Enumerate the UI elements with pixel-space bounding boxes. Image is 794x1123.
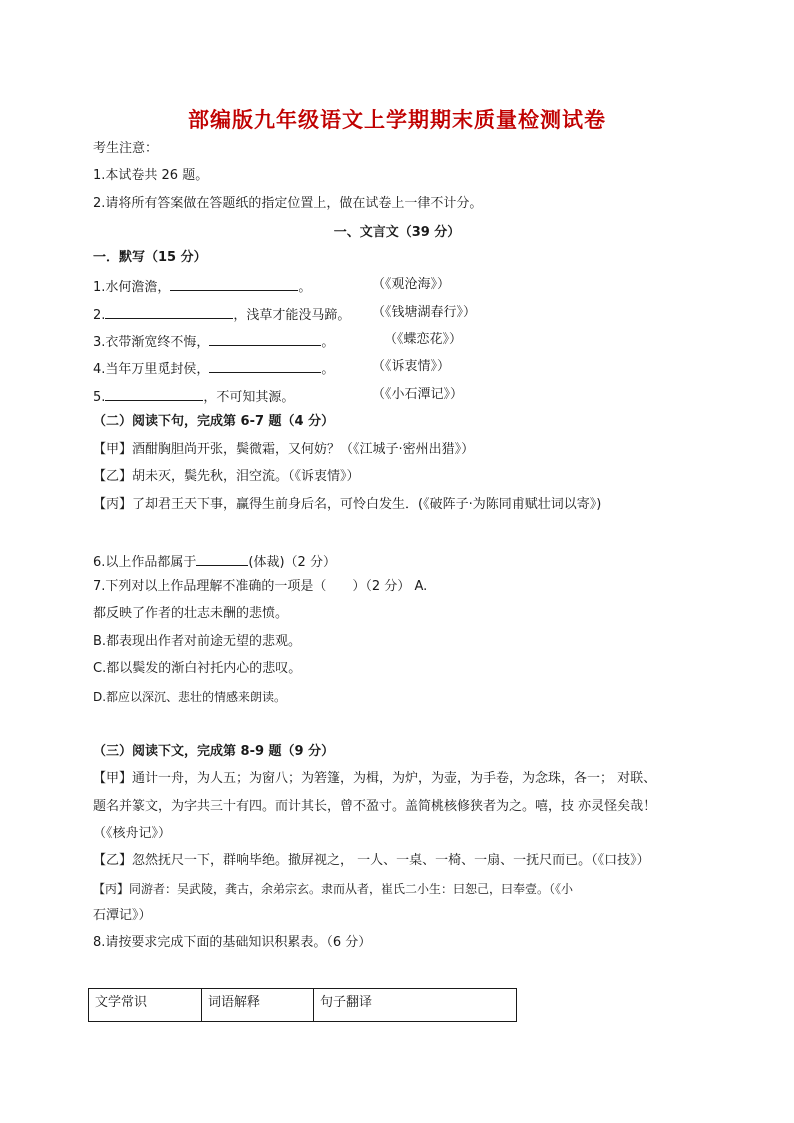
q1-source: （《观沧海》） bbox=[372, 277, 451, 292]
notice-label: 考生注意： bbox=[93, 141, 159, 156]
q5-source: （《小石潭记》） bbox=[372, 387, 464, 402]
q3-source: （《蝶恋花》） bbox=[384, 332, 463, 347]
table-header-words: 词语解释 bbox=[202, 989, 314, 1022]
notice-item-2: 2.请将所有答案做在答题纸的指定位置上，做在试卷上一律不计分。 bbox=[93, 196, 483, 211]
table-header-literature: 文学常识 bbox=[89, 989, 202, 1022]
poem-bing: 【丙】了却君王天下事，赢得生前身后名，可怜白发生．(《破阵子·为陈同甫赋壮词以寄》) bbox=[93, 497, 602, 512]
passage-jia-line-2: 题名并篆文，为字共三十有四。而计其长，曾不盈寸。盖简桃核修狭者为之。嘻，技 亦灵怪矣哉！ bbox=[93, 799, 657, 814]
question-6 bbox=[93, 551, 336, 572]
q1-prefix: 1.水何澹澹， bbox=[93, 280, 171, 295]
q3-suffix: 。 bbox=[321, 335, 335, 350]
section-heading: 一、文言文（39 分） bbox=[333, 225, 461, 240]
part3-heading: （三）阅读下文，完成第 8-9 题（9 分） bbox=[93, 744, 335, 759]
q4-suffix: 。 bbox=[321, 362, 335, 377]
q4-prefix: 4.当年万里觅封侯， bbox=[93, 362, 210, 377]
page-title: 部编版九年级语文上学期期末质量检测试卷 bbox=[188, 108, 606, 132]
q1-answer-blank[interactable] bbox=[170, 276, 298, 291]
q1-suffix: 。 bbox=[298, 280, 312, 295]
q3-answer-blank[interactable] bbox=[209, 331, 321, 346]
option-c[interactable]: C.都以鬓发的渐白衬托内心的悲叹。 bbox=[93, 661, 302, 676]
knowledge-table bbox=[88, 988, 517, 1022]
q5-prefix: 5. bbox=[93, 390, 106, 405]
question-7: 7.下列对以上作品理解不准确的一项是（ ）（2 分） A. bbox=[93, 579, 428, 594]
q5-suffix: ，不可知其源。 bbox=[203, 390, 295, 405]
passage-yi: 【乙】忽然抚尺一下，群响毕绝。撤屏视之， 一人、一桌、一椅、一扇、一抚尺而已。（《口技》） bbox=[93, 853, 650, 868]
part1-heading: 一．默写（15 分） bbox=[93, 250, 207, 265]
passage-jia-source: （《核舟记》） bbox=[93, 826, 172, 841]
option-d[interactable]: D.都应以深沉、悲壮的情感来朗读。 bbox=[93, 690, 287, 704]
question-8: 8.请按要求完成下面的基础知识积累表。（6 分） bbox=[93, 935, 372, 950]
q3-prefix: 3.衣带渐宽终不悔， bbox=[93, 335, 210, 350]
table-header-translation: 句子翻译 bbox=[314, 989, 517, 1022]
option-b[interactable]: B.都表现出作者对前途无望的悲观。 bbox=[93, 634, 302, 649]
q4-answer-blank[interactable] bbox=[209, 358, 321, 373]
notice-item-1: 1.本试卷共 26 题。 bbox=[93, 168, 209, 183]
poem-jia: 【甲】酒酣胸胆尚开张，鬓微霜，又何妨？（《江城子·密州出猎》） bbox=[93, 442, 475, 457]
q2-source: （《钱塘湖春行》） bbox=[372, 305, 477, 320]
question-3 bbox=[93, 331, 334, 352]
q5-answer-blank[interactable] bbox=[105, 386, 203, 401]
passage-bing-line-1: 【丙】同游者：吴武陵，龚古，余弟宗玄。隶而从者，崔氏二小生：曰恕己，曰奉壹。（《小 bbox=[93, 882, 574, 896]
table-row bbox=[89, 989, 517, 1022]
question-5 bbox=[93, 386, 294, 407]
question-4 bbox=[93, 358, 334, 379]
q6-prefix: 6.以上作品都属于 bbox=[93, 555, 197, 570]
part2-heading: （二）阅读下句，完成第 6-7 题（4 分） bbox=[93, 414, 335, 429]
q6-answer-blank[interactable] bbox=[196, 551, 248, 566]
passage-jia-line-1: 【甲】通计一舟，为人五；为窗八；为箬篷，为楫，为炉，为壶，为手卷，为念珠，各一； 对联、 bbox=[93, 771, 657, 786]
q6-suffix: (体裁)（2 分） bbox=[248, 555, 336, 570]
question-2 bbox=[93, 304, 350, 325]
poem-yi: 【乙】胡未灭，鬓先秋，泪空流。（《诉衷情》） bbox=[93, 469, 360, 484]
question-1 bbox=[93, 276, 311, 297]
q4-source: （《诉衷情》） bbox=[372, 359, 451, 374]
option-a[interactable]: 都反映了作者的壮志未酬的悲愤。 bbox=[93, 606, 289, 621]
q2-suffix: ，浅草才能没马蹄。 bbox=[233, 308, 351, 323]
q2-answer-blank[interactable] bbox=[105, 304, 233, 319]
q2-prefix: 2. bbox=[93, 308, 106, 323]
passage-bing-line-2: 石潭记》） bbox=[93, 908, 152, 923]
